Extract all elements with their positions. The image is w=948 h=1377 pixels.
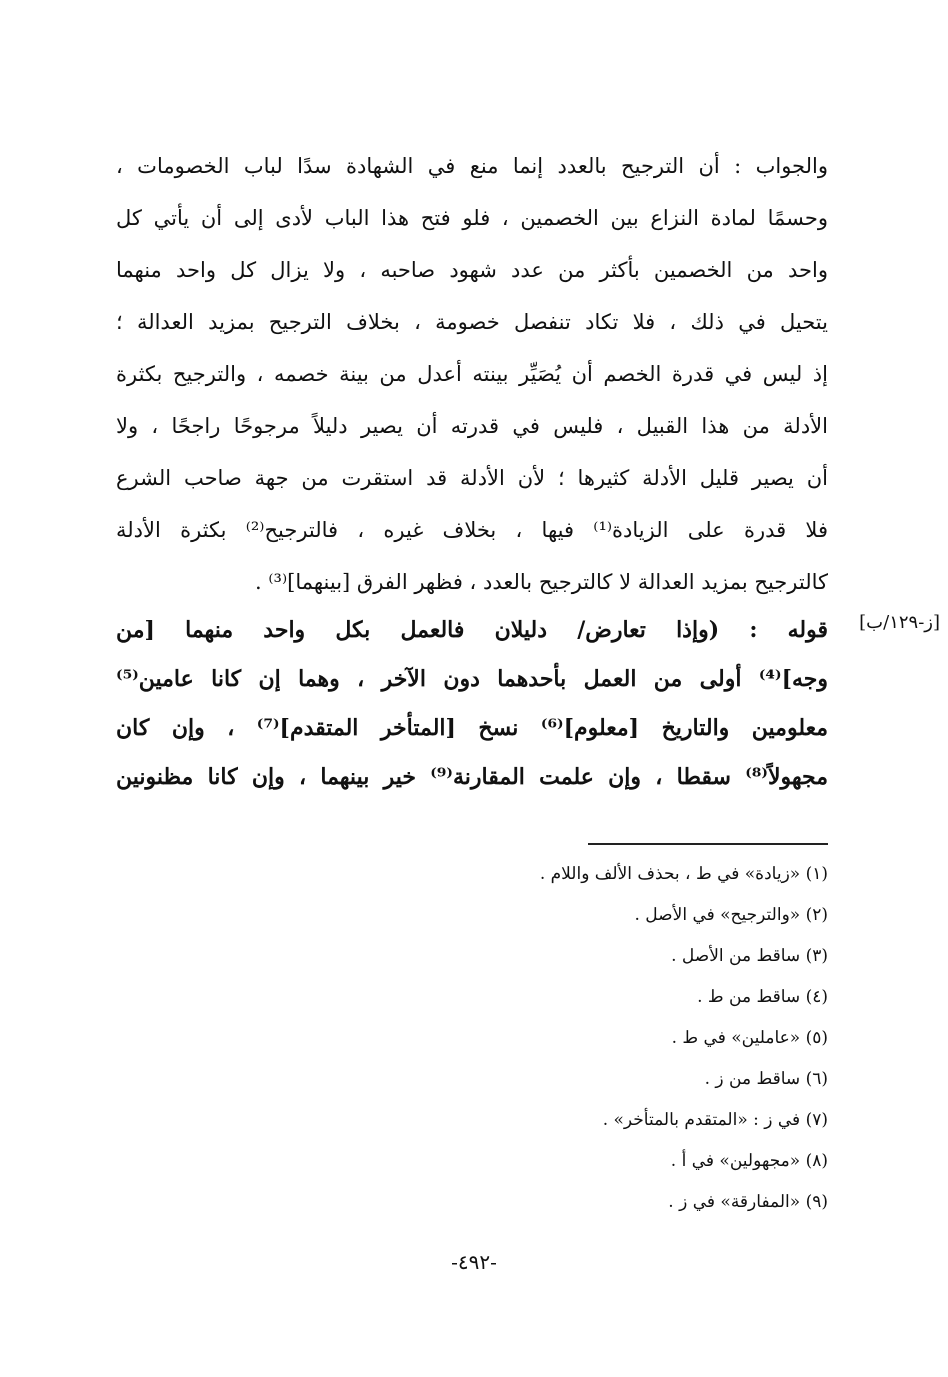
body-line: الأدلة من هذا القبيل ، فليس في قدرته أن يصير دليلاً مرجوحًا راجحًا ، ولا xyxy=(116,414,828,438)
quoted-matn-text xyxy=(116,606,828,802)
body-line: وحسمًا لمادة النزاع بين الخصمين ، فلو فتح هذا الباب لأدى إلى أن يأتي كل xyxy=(116,206,828,230)
body-text xyxy=(116,140,828,608)
matn-line: معلومين والتاريخ [معلوم]⁽⁶⁾ نسخ [المتأخر المتقدم]⁽⁷⁾ ، وإن كان xyxy=(116,715,828,741)
footnote: (١) «زيادة» في ط ، بحذف الألف واللام . xyxy=(539,864,828,884)
footnote: (٤) ساقط من ط . xyxy=(697,987,828,1007)
body-line: أن يصير قليل الأدلة كثيرها ؛ لأن الأدلة قد استقرت من جهة صاحب الشرع xyxy=(116,466,828,490)
footnote: (٥) «عاملين» في ط . xyxy=(671,1028,828,1048)
body-line: واحد من الخصمين بأكثر من عدد شهود صاحبه ، ولا يزال كل واحد منهما xyxy=(116,258,828,282)
body-line: فلا قدرة على الزيادة⁽¹⁾ فيها ، بخلاف غيره ، فالترجيح⁽²⁾ بكثرة الأدلة xyxy=(116,518,828,542)
footnote: (٣) ساقط من الأصل . xyxy=(671,946,828,966)
page-number: -٤٩٢- xyxy=(451,1250,497,1274)
body-line: كالترجيح بمزيد العدالة لا كالترجيح بالعدد ، فظهر الفرق [بينهما]⁽³⁾ . xyxy=(255,570,828,594)
footnote: (٨) «مجهولين» في أ . xyxy=(670,1151,828,1171)
matn-line: مجهولاً⁽⁸⁾ سقطا ، وإن علمت المقارنة⁽⁹⁾ خير بينهما ، وإن كانا مظنونين xyxy=(116,764,828,790)
footnote: (٦) ساقط من ز . xyxy=(704,1069,828,1089)
margin-manuscript-reference: [ز-١٢٩/ب] xyxy=(859,612,940,633)
body-line: إذ ليس في قدرة الخصم أن يُصَيِّر بينته أعدل من بينة خصمه ، والترجيح بكثرة xyxy=(116,362,828,386)
matn-line: قوله : (وإذا تعارض/ دليلان فالعمل بكل واحد منهما [من xyxy=(116,617,828,643)
body-line: يتحيل في ذلك ، فلا تكاد تنفصل خصومة ، بخلاف الترجيح بمزيد العدالة ؛ xyxy=(116,310,828,334)
footnote-divider xyxy=(588,843,828,845)
footnote: (٧) في ز : «المتقدم بالمتأخر» . xyxy=(602,1110,828,1130)
footnotes xyxy=(116,854,828,1223)
matn-line: وجه]⁽⁴⁾ أولى من العمل بأحدهما دون الآخر ، وهما إن كانا عامين⁽⁵⁾ xyxy=(116,666,828,692)
footnote: (٢) «والترجيح» في الأصل . xyxy=(634,905,828,925)
footnote: (٩) «المفارقة» في ز . xyxy=(668,1192,828,1212)
body-line: والجواب : أن الترجيح بالعدد إنما منع في الشهادة سدًا لباب الخصومات ، xyxy=(116,154,828,178)
